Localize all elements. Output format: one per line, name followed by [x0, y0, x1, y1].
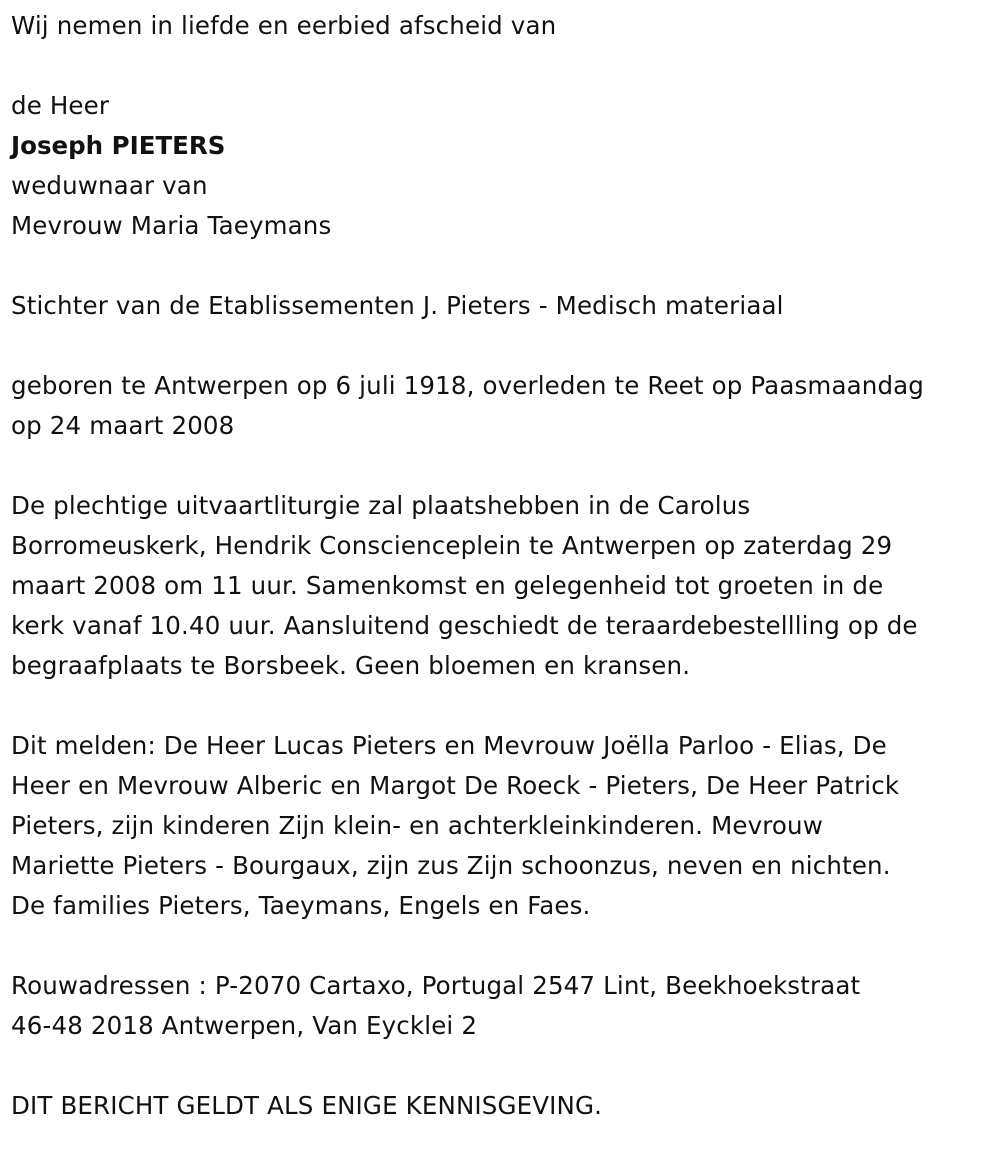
birth-death-paragraph: [11, 366, 988, 446]
paragraph-line: Rouwadressen : P-2070 Cartaxo, Portugal 2547 Lint, Beekhoekstraat: [11, 971, 861, 1000]
paragraph-line: Pieters, zijn kinderen Zijn klein- en achterkleinkinderen. Mevrouw: [11, 811, 823, 840]
spacer: [11, 246, 988, 286]
paragraph-line: begraafplaats te Borsbeek. Geen bloemen en kransen.: [11, 651, 691, 680]
paragraph-line: Mariette Pieters - Bourgaux, zijn zus Zijn schoonzus, neven en nichten.: [11, 851, 891, 880]
family-paragraph: [11, 726, 988, 926]
address-paragraph: [11, 966, 988, 1046]
spacer: [11, 446, 988, 486]
intro-text: Wij nemen in liefde en eerbied afscheid van: [11, 11, 557, 40]
paragraph-line: Dit melden: De Heer Lucas Pieters en Mevrouw Joëlla Parloo - Elias, De: [11, 731, 887, 760]
paragraph-line: Heer en Mevrouw Alberic en Margot De Roeck - Pieters, De Heer Patrick: [11, 771, 900, 800]
paragraph-line: geboren te Antwerpen op 6 juli 1918, overleden te Reet op Paasmaandag: [11, 371, 925, 400]
liturgy-paragraph: [11, 486, 988, 686]
paragraph-line: 46-48 2018 Antwerpen, Van Eycklei 2: [11, 1011, 478, 1040]
paragraph-line: De plechtige uitvaartliturgie zal plaatshebben in de Carolus: [11, 491, 751, 520]
paragraph-line: Borromeuskerk, Hendrik Conscienceplein te Antwerpen op zaterdag 29: [11, 531, 893, 560]
deceased-name: Joseph PIETERS: [11, 131, 226, 160]
spouse-name: Mevrouw Maria Taeymans: [11, 211, 332, 240]
spacer: [11, 326, 988, 366]
spacer: [11, 686, 988, 726]
paragraph-line: maart 2008 om 11 uur. Samenkomst en gelegenheid tot groeten in de: [11, 571, 884, 600]
closing-text: DIT BERICHT GELDT ALS ENIGE KENNISGEVING.: [11, 1091, 603, 1120]
spacer: [11, 1046, 988, 1086]
honorific-text: de Heer: [11, 91, 110, 120]
paragraph-line: op 24 maart 2008: [11, 411, 235, 440]
founder-text: Stichter van de Etablissementen J. Pieters - Medisch materiaal: [11, 291, 784, 320]
paragraph-line: kerk vanaf 10.40 uur. Aansluitend geschiedt de teraardebestellling op de: [11, 611, 918, 640]
widower-text: weduwnaar van: [11, 171, 208, 200]
spacer: [11, 46, 988, 86]
paragraph-line: De families Pieters, Taeymans, Engels en Faes.: [11, 891, 591, 920]
spacer: [11, 926, 988, 966]
